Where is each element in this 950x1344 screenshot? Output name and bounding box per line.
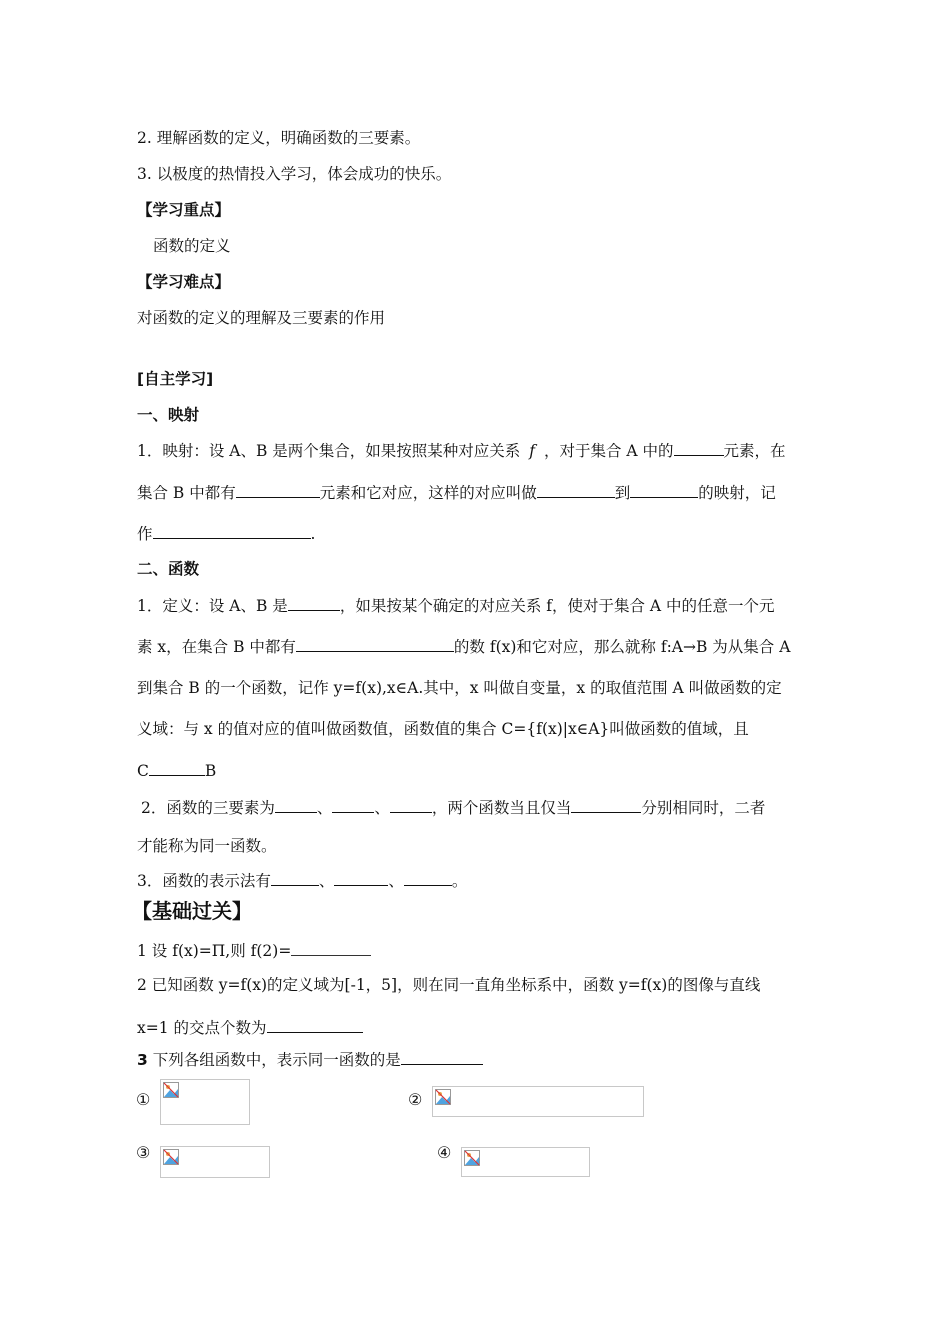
representation-text: 3．函数的表示法有 xyxy=(137,872,271,890)
blank[interactable] xyxy=(296,636,454,652)
mapping-text: 到 xyxy=(614,484,631,502)
blank[interactable] xyxy=(404,870,452,886)
three-elements-line-1 xyxy=(141,797,765,818)
mapping-line-1 xyxy=(137,440,813,461)
mapping-text: 集合 B 中都有 xyxy=(137,484,236,502)
definition-line-4: 义域：与 x 的值对应的值叫做函数值，函数值的集合 C={f(x)|x∈A}叫做函数的值域，且 xyxy=(137,720,749,738)
option-3-label: ③ xyxy=(136,1143,151,1162)
elements-sep: 、 xyxy=(316,799,333,817)
mapping-line-3 xyxy=(137,523,315,544)
mapping-line-2 xyxy=(137,482,813,503)
definition-text: B xyxy=(204,762,217,780)
blank[interactable] xyxy=(236,482,320,498)
key-point-heading: 【学习重点】 xyxy=(137,201,231,219)
definition-text: ，如果按某个确定的对应关系 f，使对于集合 A 中的任意一个元 xyxy=(339,597,775,615)
mapping-text: 1．映射：设 A、B 是两个集合，如果按照某种对应关系 xyxy=(137,442,521,460)
blank[interactable] xyxy=(288,595,340,611)
definition-text: 的数 f(x)和它对应，那么就称 f:A→B 为从集合 A xyxy=(453,638,791,656)
option-2-image xyxy=(432,1086,644,1117)
blank[interactable] xyxy=(332,797,374,813)
blank[interactable] xyxy=(674,440,724,456)
broken-image-icon xyxy=(163,1082,179,1098)
option-2-label: ② xyxy=(408,1090,423,1109)
difficulty-heading: 【学习难点】 xyxy=(137,273,231,291)
blank[interactable] xyxy=(153,523,311,539)
blank[interactable] xyxy=(537,482,615,498)
objective-3: 3. 以极度的热情投入学习，体会成功的快乐。 xyxy=(137,165,452,183)
option-1-image xyxy=(160,1079,250,1125)
elements-text: ，两个函数当且仅当 xyxy=(431,799,572,817)
definition-text: C xyxy=(137,762,149,780)
option-4-image xyxy=(461,1147,590,1177)
question-2-line-2 xyxy=(137,1017,363,1038)
function-heading: 二、函数 xyxy=(137,560,200,578)
blank[interactable] xyxy=(149,760,205,776)
definition-line-2 xyxy=(137,636,790,657)
broken-image-icon xyxy=(464,1150,480,1166)
representation-sep: 、 xyxy=(388,872,404,890)
representation-line xyxy=(137,870,467,891)
definition-line-5 xyxy=(137,760,216,781)
definition-line-3: 到集合 B 的一个函数，记作 y=f(x),x∈A.其中，x 叫做自变量，x 的取值范围 A 叫做函数的定 xyxy=(137,679,782,697)
option-3-image xyxy=(160,1146,270,1178)
question-2-line-1: 2 已知函数 y=f(x)的定义域为[-1，5]，则在同一直角坐标系中，函数 y=f(x)的图像与直线 xyxy=(137,976,761,994)
blank[interactable] xyxy=(571,797,641,813)
blank[interactable] xyxy=(401,1049,483,1065)
basics-heading: 【基础过关】 xyxy=(132,899,252,923)
q3-number: 3 xyxy=(137,1051,148,1069)
blank[interactable] xyxy=(291,940,371,956)
self-study-heading: [自主学习] xyxy=(137,370,214,388)
q2-text: x=1 的交点个数为 xyxy=(137,1019,267,1037)
blank[interactable] xyxy=(334,870,388,886)
mapping-heading: 一、映射 xyxy=(137,406,200,424)
difficulty-text: 对函数的定义的理解及三要素的作用 xyxy=(137,309,386,327)
q3-text: 下列各组函数中，表示同一函数的是 xyxy=(147,1051,401,1069)
elements-text: 2．函数的三要素为 xyxy=(141,799,275,817)
objective-2: 2. 理解函数的定义，明确函数的三要素。 xyxy=(137,129,421,147)
elements-sep: 、 xyxy=(374,799,390,817)
three-elements-line-2: 才能称为同一函数。 xyxy=(137,837,277,855)
definition-text: 素 x，在集合 B 中都有 xyxy=(137,638,296,656)
q1-text: 1 设 f(x)=Π,则 f(2)= xyxy=(137,942,292,960)
mapping-text: 的映射，记 xyxy=(698,484,776,502)
elements-text: 分别相同时，二者 xyxy=(641,799,766,817)
mapping-text: 元素和它对应，这样的对应叫做 xyxy=(319,484,537,502)
mapping-text: 元素，在 xyxy=(723,442,786,460)
option-1-label: ① xyxy=(136,1090,151,1109)
blank[interactable] xyxy=(275,797,317,813)
broken-image-icon xyxy=(435,1089,451,1105)
blank[interactable] xyxy=(271,870,319,886)
definition-text: 1．定义：设 A、B 是 xyxy=(137,597,288,615)
option-4-label: ④ xyxy=(437,1143,452,1162)
representation-text: 。 xyxy=(451,872,468,890)
mapping-text: . xyxy=(310,525,316,543)
key-point-text: 函数的定义 xyxy=(153,237,231,255)
mapping-text: 作 xyxy=(137,525,153,543)
representation-sep: 、 xyxy=(318,872,335,890)
broken-image-icon xyxy=(163,1149,179,1165)
question-3 xyxy=(137,1049,483,1070)
mapping-text: ，对于集合 A 中的 xyxy=(543,442,674,460)
blank[interactable] xyxy=(267,1017,363,1033)
question-1 xyxy=(137,940,371,961)
blank[interactable] xyxy=(630,482,698,498)
blank[interactable] xyxy=(390,797,432,813)
definition-line-1 xyxy=(137,595,775,616)
mapping-f: f xyxy=(529,442,535,460)
